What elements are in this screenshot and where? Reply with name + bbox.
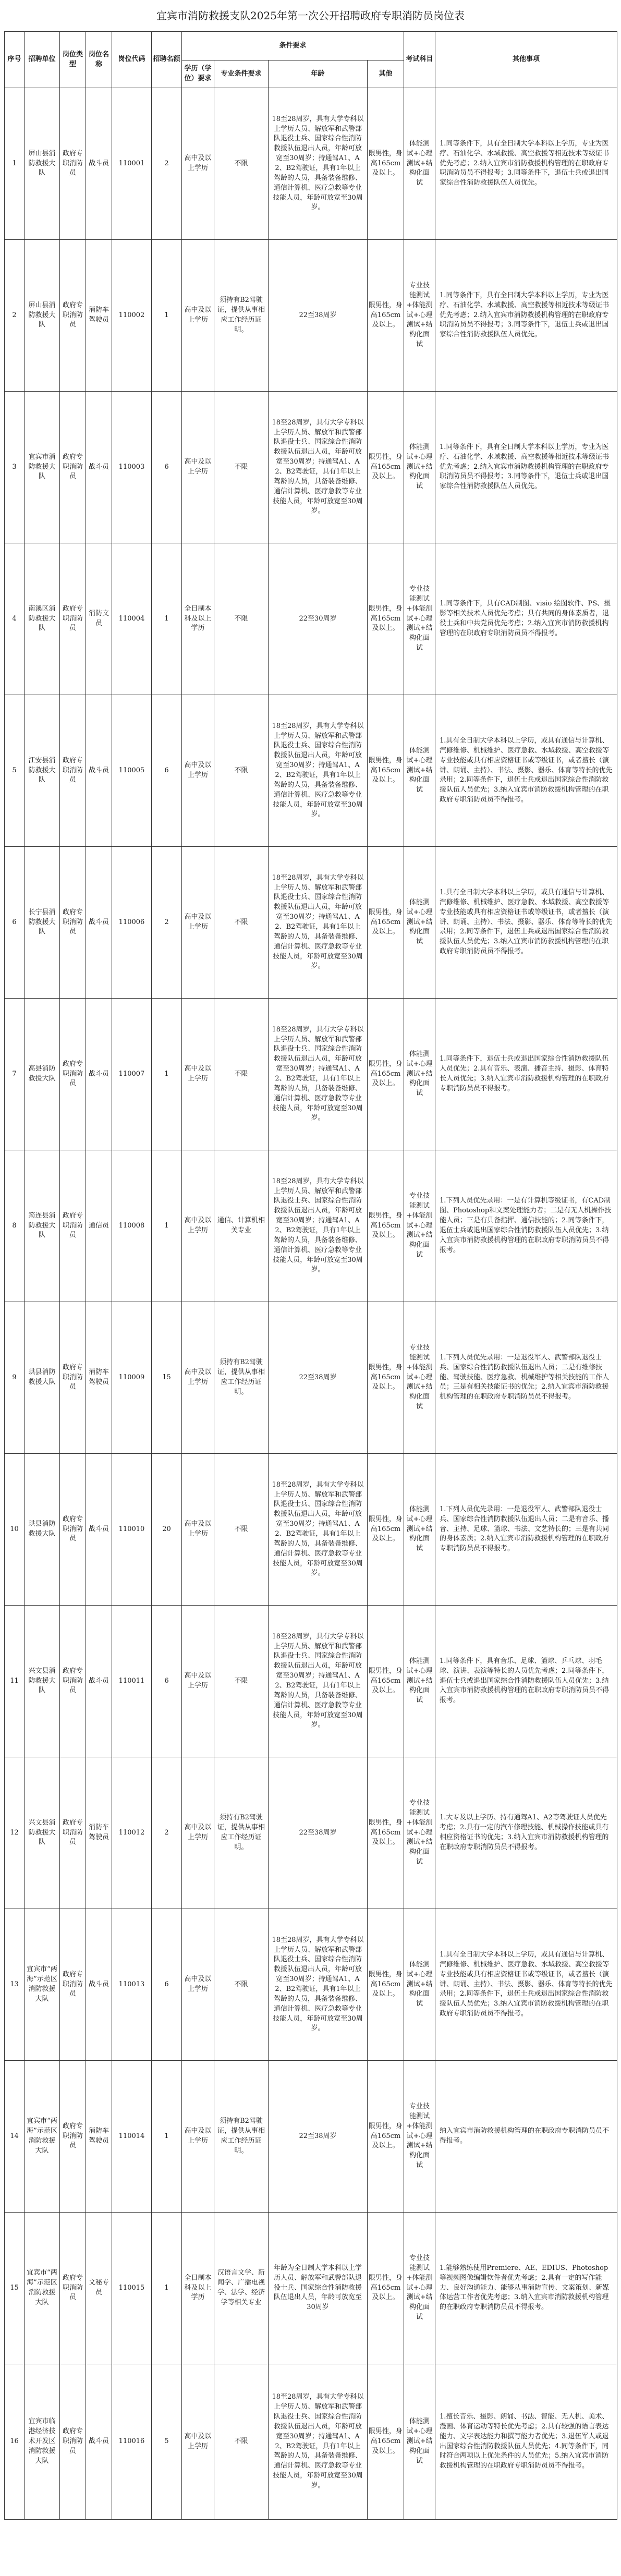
cell-quota: 5: [152, 2364, 182, 2520]
cell-other: 限男性，身高165cm及以上。: [368, 2061, 404, 2213]
cell-post-type: 政府专职消防员: [60, 2061, 86, 2213]
table-row: [5, 1302, 617, 1454]
cell-age: 18至28周岁，具有大学专科以上学历人员、解放军和武警部队退役士兵、国家综合性消防救援队伍退出人员，年龄可放宽至30周岁；持通驾A1、A2、B2驾驶证，具有1年以上驾龄的人员，具备装备维修、通信计算机、医疗急救等专业技能人员，年龄可放宽至30周岁。: [269, 695, 368, 847]
cell-age: 18至28周岁，具有大学专科以上学历人员、解放军和武警部队退役士兵、国家综合性消防救援队伍退出人员，年龄可放宽至30周岁；持通驾A1、A2、B2驾驶证，具有1年以上驾龄的人员，具备装备维修、通信计算机、医疗急救等专业技能人员，年龄可放宽至30周岁。: [269, 1606, 368, 1757]
header-exam: 考试科目: [404, 32, 435, 88]
table-row: [5, 88, 617, 240]
cell-post-name: 战斗员: [86, 2364, 112, 2520]
cell-post-type: 政府专职消防员: [60, 695, 86, 847]
cell-code: 110006: [112, 847, 152, 999]
cell-other: 限男性，身高165cm及以上。: [368, 392, 404, 543]
cell-notes: 1.下列人员优先录用：一是有计算机等级证书，有CAD制图、Photoshop和文案处理能力者；二是有无人机操作技能人员；三是有具备指挥、通信技能的；2.同等条件下，退伍士兵或退出国家综合性消防救援队伍人员优先；3.纳入宜宾市消防救援机构管理的在职政府专职消防员员不得报考。: [435, 1150, 617, 1302]
cell-post-name: 消防文员: [86, 543, 112, 695]
cell-education: 高中及以上学历: [182, 392, 214, 543]
cell-post-type: 政府专职消防员: [60, 1150, 86, 1302]
cell-major: 汉语言文学、新闻学、广播电视学、法学、经济学等相关专业: [214, 2213, 269, 2364]
cell-seq: 2: [5, 240, 25, 392]
cell-post-type: 政府专职消防员: [60, 1606, 86, 1757]
cell-age: 18至28周岁，具有大学专科以上学历人员、解放军和武警部队退役士兵、国家综合性消防救援队伍退出人员，年龄可放宽至30周岁；持通驾A1、A2、B2驾驶证，具有1年以上驾龄的人员，具备装备维修、通信计算机、医疗急救等专业技能人员，年龄可放宽至30周岁。: [269, 1150, 368, 1302]
cell-notes: 1.同等条件下，具有全日制大学本科以上学历，专业为医疗、石油化学、水域救援、高空救援等相近技术等级证书优先考虑；2.纳入宜宾市消防救援机构管理的在职政府专职消防员员不得报考；3.同等条件下，退伍士兵或退出国家综合性消防救援队伍人员优先。: [435, 240, 617, 392]
cell-post-type: 政府专职消防员: [60, 1454, 86, 1606]
cell-code: 110003: [112, 392, 152, 543]
cell-age: 22至38周岁: [269, 240, 368, 392]
cell-age: 18至28周岁，具有大学专科以上学历人员、解放军和武警部队退役士兵、国家综合性消防救援队伍退出人员，年龄可放宽至30周岁；持通驾A1、A2、B2驾驶证，具有1年以上驾龄的人员，具备装备维修、通信计算机、医疗急救等专业技能人员，年龄可放宽至30周岁。: [269, 88, 368, 240]
cell-notes: 1.下列人员优先录用：一是退役军人、武警部队退役士兵、国家综合性消防救援队伍退出人员；二是有音乐、播音、主持、足球、篮球、书法、文艺特长的；三是有共同的身体素质；2.纳入宜宾市消防救援机构管理的在职政府专职消防员员不得报考。: [435, 1454, 617, 1606]
cell-unit: 兴文县消防救援大队: [25, 1606, 60, 1757]
cell-quota: 1: [152, 543, 182, 695]
cell-post-name: 战斗员: [86, 392, 112, 543]
cell-age: 22至38周岁: [269, 1757, 368, 1909]
header-post-name: 岗位名称: [86, 32, 112, 88]
cell-code: 110016: [112, 2364, 152, 2520]
cell-post-name: 消防车驾驶员: [86, 240, 112, 392]
cell-unit: 宜宾市“两海”示范区消防救援大队: [25, 1909, 60, 2061]
cell-post-name: 战斗员: [86, 1909, 112, 2061]
job-table: [4, 31, 617, 2520]
cell-exam: 体能测试+心理测试+结构化面试: [404, 999, 435, 1150]
cell-unit: 筠连县消防救援大队: [25, 1150, 60, 1302]
table-row: [5, 1454, 617, 1606]
cell-unit: 屏山县消防救援大队: [25, 240, 60, 392]
cell-quota: 2: [152, 1757, 182, 1909]
table-row: [5, 392, 617, 543]
header-post-code: 岗位代码: [112, 32, 152, 88]
cell-post-name: 战斗员: [86, 88, 112, 240]
table-row: [5, 1909, 617, 2061]
cell-education: 高中及以上学历: [182, 1302, 214, 1454]
cell-age: 18至28周岁，具有大学专科以上学历人员、解放军和武警部队退役士兵、国家综合性消防救援队伍退出人员，年龄可放宽至30周岁；持通驾A1、A2、B2驾驶证，具有1年以上驾龄的人员，具备装备维修、通信计算机、医疗急救等专业技能人员，年龄可放宽至30周岁。: [269, 1909, 368, 2061]
cell-unit: 珙县消防救援大队: [25, 1454, 60, 1606]
cell-education: 高中及以上学历: [182, 1757, 214, 1909]
cell-quota: 1: [152, 240, 182, 392]
cell-post-name: 通信员: [86, 1150, 112, 1302]
cell-exam: 体能测试+心理测试+结构化面试: [404, 2364, 435, 2520]
cell-quota: 15: [152, 1302, 182, 1454]
cell-post-name: 战斗员: [86, 1454, 112, 1606]
cell-unit: 长宁县消防救援大队: [25, 847, 60, 999]
cell-unit: 江安县消防救援大队: [25, 695, 60, 847]
header-major: 专业条件要求: [214, 60, 269, 88]
cell-notes: 1.大专及以上学历、持有通驾A1、A2等驾驶证人员优先考虑；2.具有一定的汽车修理技能、机械操作技能或具有相应资格证书的优先；3.纳入宜宾市消防救援机构管理的在职政府专职消防员员不得报考。: [435, 1757, 617, 1909]
cell-seq: 3: [5, 392, 25, 543]
cell-notes: 1.具有全日制大学本科以上学历，或具有通信与计算机、汽修维修、机械维护、医疗急救、水域救援、高空救援等专业技能或具有相应资格证书或等级证书，或者擅长（演讲、朗诵、主持）、书法、摄影、器乐、体育等特长的优先录用；2.同等条件下，退伍士兵或退出国家综合性消防救援队伍人员优先；3.纳入宜宾市消防救援机构管理的在职政府专职消防员员不得报考。: [435, 695, 617, 847]
cell-major: 不限: [214, 1606, 269, 1757]
cell-age: 22至30周岁: [269, 543, 368, 695]
cell-seq: 4: [5, 543, 25, 695]
cell-seq: 13: [5, 1909, 25, 2061]
table-row: [5, 847, 617, 999]
cell-seq: 15: [5, 2213, 25, 2364]
cell-other: 限男性，身高165cm及以上。: [368, 1150, 404, 1302]
cell-code: 110001: [112, 88, 152, 240]
cell-education: 高中及以上学历: [182, 999, 214, 1150]
cell-other: 限男性，身高165cm及以上。: [368, 695, 404, 847]
table-body: [5, 88, 617, 2520]
cell-other: 限男性，身高165cm及以上。: [368, 1909, 404, 2061]
cell-notes: 1.同等条件下，具有CAD制图、visio 绘图软件、PS、摄影等相关技术人员优先考虑；具有共同的身体素质者，退役士兵和中共党员优先考虑；2.纳入宜宾市消防救援机构管理的在职政府专职消防员员不得报考。: [435, 543, 617, 695]
header-education: 学历（学位）要求: [182, 60, 214, 88]
cell-major: 不限: [214, 392, 269, 543]
table-row: [5, 1150, 617, 1302]
cell-seq: 11: [5, 1606, 25, 1757]
table-row: [5, 240, 617, 392]
table-row: [5, 695, 617, 847]
cell-other: 限男性，身高165cm及以上。: [368, 999, 404, 1150]
cell-code: 110015: [112, 2213, 152, 2364]
cell-notes: 1.同等条件下，退伍士兵或退出国家综合性消防救援队伍人员优先；2.具有音乐、表演、播音主持、摄影、体育特长人员优先；3.纳入宜宾市消防救援机构管理的在职政府专职消防员员不得报考。: [435, 999, 617, 1150]
cell-post-type: 政府专职消防员: [60, 1909, 86, 2061]
cell-code: 110002: [112, 240, 152, 392]
cell-quota: 1: [152, 2213, 182, 2364]
cell-education: 高中及以上学历: [182, 1454, 214, 1606]
cell-quota: 2: [152, 847, 182, 999]
cell-age: 18至28周岁，具有大学专科以上学历人员、解放军和武警部队退役士兵、国家综合性消防救援队伍退出人员，年龄可放宽至30周岁；持通驾A1、A2、B2驾驶证，具有1年以上驾龄的人员，具备装备维修、通信计算机、医疗急救等专业技能人员，年龄可放宽至30周岁。: [269, 392, 368, 543]
cell-other: 限男性，身高165cm及以上。: [368, 2364, 404, 2520]
cell-quota: 6: [152, 1606, 182, 1757]
cell-exam: 体能测试+心理测试+结构化面试: [404, 1606, 435, 1757]
cell-exam: 体能测试+心理测试+结构化面试: [404, 88, 435, 240]
cell-notes: 1.擅长音乐、摄影、朗诵、书法、智能、无人机、美术、漫画、体育运动等特长优先考虑；2.具有较强的语言表达能力、文字表达能力和撰写能力者优先；3.退伍军人或退出国家综合性消防救援队伍人员优先；4.同等条件下，同时符合两项以上优先条件的人员优先；5.纳入宜宾市消防救援机构管理的在职政府专职消防员员不得报考。: [435, 2364, 617, 2520]
cell-unit: 屏山县消防救援大队: [25, 88, 60, 240]
cell-code: 110009: [112, 1302, 152, 1454]
cell-notes: 1.同等条件下，具有全日制大学本科以上学历，专业为医疗、石油化学、水域救援、高空救援等相近技术等级证书优先考虑；2.纳入宜宾市消防救援机构管理的在职政府专职消防员员不得报考；3.同等条件下，退伍士兵或退出国家综合性消防救援队伍人员优先。: [435, 392, 617, 543]
cell-post-name: 消防车驾驶员: [86, 2061, 112, 2213]
cell-seq: 10: [5, 1454, 25, 1606]
cell-seq: 16: [5, 2364, 25, 2520]
cell-post-name: 战斗员: [86, 847, 112, 999]
cell-age: 18至28周岁，具有大学专科以上学历人员、解放军和武警部队退役士兵、国家综合性消防救援队伍退出人员，年龄可放宽至30周岁；持通驾A1、A2、B2驾驶证，具有1年以上驾龄的人员，具备装备维修、通信计算机、医疗急救等专业技能人员，年龄可放宽至30周岁。: [269, 999, 368, 1150]
cell-other: 限男性，身高165cm及以上。: [368, 1454, 404, 1606]
cell-major: 须持有B2驾驶证，提供从事相应工作经历证明。: [214, 1757, 269, 1909]
cell-seq: 8: [5, 1150, 25, 1302]
cell-notes: 1.能够熟练使用Premiere、AE、EDIUS、Photoshop等视频图像编辑软件者优先考虑；2.具有一定的写作能力、良好沟通能力、能够从事消防宣传、文案策划、新媒体运营工作者优先考虑；3.纳入宜宾市消防救援机构管理的在职政府专职消防员员不得报考。: [435, 2213, 617, 2364]
cell-major: 不限: [214, 999, 269, 1150]
cell-education: 高中及以上学历: [182, 2061, 214, 2213]
cell-post-type: 政府专职消防员: [60, 2364, 86, 2520]
cell-notes: 1.下列人员优先录用：一是退役军人、武警部队退役士兵、国家综合性消防救援队伍退出人员；二是有维修技能、驾驶技能、医疗急救、机械维护等相关技能的工作人员；三是有相关技能证书的优先；2.纳入宜宾市消防救援机构管理的在职政府专职消防员员不得报考。: [435, 1302, 617, 1454]
cell-other: 限男性，身高165cm及以上。: [368, 88, 404, 240]
cell-exam: 专业技能测试+体能测试+心理测试+结构化面试: [404, 1302, 435, 1454]
header-other: 其他: [368, 60, 404, 88]
cell-post-name: 消防车驾驶员: [86, 1302, 112, 1454]
cell-other: 限男性，身高165cm及以上。: [368, 2213, 404, 2364]
cell-other: 限男性，身高165cm及以上。: [368, 1606, 404, 1757]
table-row: [5, 1606, 617, 1757]
cell-exam: 体能测试+心理测试+结构化面试: [404, 1909, 435, 2061]
cell-notes: 1.同等条件下，具有全日制大学本科以上学历，专业为医疗、石油化学、水域救援、高空救援等相近技术等级证书优先考虑；2.纳入宜宾市消防救援机构管理的在职政府专职消防员员不得报考；3.同等条件下，退伍士兵或退出国家综合性消防救援队伍人员优先。: [435, 88, 617, 240]
cell-major: 不限: [214, 847, 269, 999]
cell-other: 限男性，身高165cm及以上。: [368, 240, 404, 392]
cell-code: 110012: [112, 1757, 152, 1909]
cell-notes: 1.具有全日制大学本科以上学历，或具有通信与计算机、汽修维修、机械维护、医疗急救、水域救援、高空救援等专业技能或具有相应资格证书或等级证书，或者擅长（演讲、朗诵、主持）、书法、摄影、器乐、体育等特长的优先录用；2.同等条件下，退伍士兵或退出国家综合性消防救援队伍人员优先；3.纳入宜宾市消防救援机构管理的在职政府专职消防员员不得报考。: [435, 1909, 617, 2061]
page-title: 宜宾市消防救援支队2025年第一次公开招聘政府专职消防员岗位表: [156, 9, 465, 22]
cell-seq: 7: [5, 999, 25, 1150]
cell-post-name: 战斗员: [86, 695, 112, 847]
cell-notes: 1.具有全日制大学本科以上学历，或具有通信与计算机、汽修维修、机械维护、医疗急救、水域救援、高空救援等专业技能或具有相应资格证书或等级证书，或者擅长（演讲、朗诵、主持）、书法、摄影、器乐、体育等特长的优先录用；2.同等条件下，退伍士兵或退出国家综合性消防救援队伍人员优先；3.纳入宜宾市消防救援机构管理的在职政府专职消防员员不得报考。: [435, 847, 617, 999]
cell-education: 全日制本科及以上学历: [182, 543, 214, 695]
cell-post-name: 文秘专员: [86, 2213, 112, 2364]
header-notes: 其他事项: [435, 32, 617, 88]
cell-post-type: 政府专职消防员: [60, 999, 86, 1150]
cell-notes: 1.同等条件下，具有音乐、足球、篮球、乒乓球、羽毛球、演讲、表演等特长的人员优先考虑；2.同等条件下，退伍士兵或退出国家综合性消防救援队伍人员优先；3.纳入宜宾市消防救援机构管理的在职政府专职消防员员不得报考。: [435, 1606, 617, 1757]
cell-education: 高中及以上学历: [182, 2364, 214, 2520]
cell-quota: 6: [152, 1909, 182, 2061]
cell-code: 110005: [112, 695, 152, 847]
cell-education: 全日制本科及以上学历: [182, 2213, 214, 2364]
cell-major: 须持有B2驾驶证，提供从事相应工作经历证明。: [214, 2061, 269, 2213]
cell-code: 110011: [112, 1606, 152, 1757]
cell-quota: 1: [152, 1150, 182, 1302]
cell-quota: 2: [152, 88, 182, 240]
cell-code: 110004: [112, 543, 152, 695]
cell-code: 110007: [112, 999, 152, 1150]
cell-other: 限男性，身高165cm及以上。: [368, 543, 404, 695]
cell-post-type: 政府专职消防员: [60, 543, 86, 695]
cell-other: 限男性，身高165cm及以上。: [368, 1302, 404, 1454]
cell-other: 限男性，身高165cm及以上。: [368, 1757, 404, 1909]
table-row: [5, 2213, 617, 2364]
cell-education: 高中及以上学历: [182, 88, 214, 240]
header-quota: 招聘名额: [152, 32, 182, 88]
cell-seq: 6: [5, 847, 25, 999]
cell-code: 110010: [112, 1454, 152, 1606]
cell-age: 22至38周岁: [269, 2061, 368, 2213]
cell-code: 110013: [112, 1909, 152, 2061]
cell-post-type: 政府专职消防员: [60, 240, 86, 392]
cell-education: 高中及以上学历: [182, 847, 214, 999]
cell-quota: 1: [152, 2061, 182, 2213]
cell-quota: 20: [152, 1454, 182, 1606]
cell-seq: 5: [5, 695, 25, 847]
cell-seq: 12: [5, 1757, 25, 1909]
header-post-type: 岗位类型: [60, 32, 86, 88]
cell-major: 不限: [214, 88, 269, 240]
cell-education: 高中及以上学历: [182, 1606, 214, 1757]
cell-post-type: 政府专职消防员: [60, 847, 86, 999]
cell-unit: 宜宾市“两海”示范区消防救援大队: [25, 2213, 60, 2364]
cell-major: 须持有B2驾驶证，提供从事相应工作经历证明。: [214, 1302, 269, 1454]
cell-exam: 体能测试+心理测试+结构化面试: [404, 1454, 435, 1606]
cell-age: 18至28周岁，具有大学专科以上学历人员、解放军和武警部队退役士兵、国家综合性消防救援队伍退出人员，年龄可放宽至30周岁；持通驾A1、A2、B2驾驶证，具有1年以上驾龄的人员，具备装备维修、通信计算机、医疗急救等专业技能人员，年龄可放宽至30周岁。: [269, 2364, 368, 2520]
cell-major: 通信、计算机相关专业: [214, 1150, 269, 1302]
table-row: [5, 543, 617, 695]
cell-unit: 高县消防救援大队: [25, 999, 60, 1150]
header-age: 年龄: [269, 60, 368, 88]
cell-quota: 6: [152, 392, 182, 543]
cell-major: 须持有B2驾驶证，提供从事相应工作经历证明。: [214, 240, 269, 392]
cell-education: 高中及以上学历: [182, 1909, 214, 2061]
cell-education: 高中及以上学历: [182, 695, 214, 847]
cell-unit: 宜宾市消防救援大队: [25, 392, 60, 543]
cell-exam: 专业技能测试+体能测试+心理测试+结构化面试: [404, 543, 435, 695]
header-unit: 招聘单位: [25, 32, 60, 88]
cell-post-type: 政府专职消防员: [60, 88, 86, 240]
cell-major: 不限: [214, 1454, 269, 1606]
header-conditions: 条件要求: [182, 32, 404, 60]
cell-exam: 专业技能测试+体能测试+心理测试+结构化面试: [404, 2213, 435, 2364]
cell-post-type: 政府专职消防员: [60, 1302, 86, 1454]
cell-post-type: 政府专职消防员: [60, 392, 86, 543]
cell-exam: 体能测试+心理测试+结构化面试: [404, 847, 435, 999]
cell-code: 110014: [112, 2061, 152, 2213]
header-seq: 序号: [5, 32, 25, 88]
cell-seq: 14: [5, 2061, 25, 2213]
cell-quota: 6: [152, 695, 182, 847]
cell-exam: 专业技能测试+体能测试+心理测试+结构化面试: [404, 240, 435, 392]
cell-major: 不限: [214, 543, 269, 695]
cell-age: 22至38周岁: [269, 1302, 368, 1454]
cell-seq: 1: [5, 88, 25, 240]
cell-exam: 专业技能测试+体能测试+心理测试+结构化面试: [404, 1757, 435, 1909]
cell-code: 110008: [112, 1150, 152, 1302]
table-row: [5, 2364, 617, 2520]
cell-education: 高中及以上学历: [182, 1150, 214, 1302]
cell-post-name: 战斗员: [86, 1606, 112, 1757]
cell-major: 不限: [214, 695, 269, 847]
cell-major: 不限: [214, 1909, 269, 2061]
cell-major: 不限: [214, 2364, 269, 2520]
cell-exam: 体能测试+心理测试+结构化面试: [404, 695, 435, 847]
cell-exam: 专业技能测试+体能测试+心理测试+结构化面试: [404, 1150, 435, 1302]
cell-unit: 兴文县消防救援大队: [25, 1757, 60, 1909]
cell-age: 年龄为全日制大学本科以上学历人员、解放军和武警部队退役士兵、国家综合性消防救援队伍退出人员，年龄可放宽至30周岁: [269, 2213, 368, 2364]
cell-exam: 体能测试+心理测试+结构化面试: [404, 392, 435, 543]
cell-unit: 宜宾市临港经济技术开发区消防救援大队: [25, 2364, 60, 2520]
cell-education: 高中及以上学历: [182, 240, 214, 392]
cell-quota: 1: [152, 999, 182, 1150]
cell-post-name: 战斗员: [86, 999, 112, 1150]
table-row: [5, 2061, 617, 2213]
cell-post-type: 政府专职消防员: [60, 2213, 86, 2364]
cell-unit: 宜宾市“两海”示范区消防救援大队: [25, 2061, 60, 2213]
cell-exam: 专业技能测试+体能测试+心理测试+结构化面试: [404, 2061, 435, 2213]
table-row: [5, 999, 617, 1150]
cell-unit: 珙县消防救援大队: [25, 1302, 60, 1454]
cell-other: 限男性，身高165cm及以上。: [368, 847, 404, 999]
cell-unit: 南溪区消防救援大队: [25, 543, 60, 695]
cell-age: 18至28周岁，具有大学专科以上学历人员、解放军和武警部队退役士兵、国家综合性消防救援队伍退出人员，年龄可放宽至30周岁；持通驾A1、A2、B2驾驶证，具有1年以上驾龄的人员，具备装备维修、通信计算机、医疗急救等专业技能人员，年龄可放宽至30周岁。: [269, 847, 368, 999]
cell-age: 18至28周岁，具有大学专科以上学历人员、解放军和武警部队退役士兵、国家综合性消防救援队伍退出人员，年龄可放宽至30周岁；持通驾A1、A2、B2驾驶证，具有1年以上驾龄的人员，具备装备维修、通信计算机、医疗急救等专业技能人员，年龄可放宽至30周岁。: [269, 1454, 368, 1606]
cell-post-type: 政府专职消防员: [60, 1757, 86, 1909]
cell-notes: 纳入宜宾市消防救援机构管理的在职政府专职消防员员不得报考。: [435, 2061, 617, 2213]
table-row: [5, 1757, 617, 1909]
cell-post-name: 消防车驾驶员: [86, 1757, 112, 1909]
cell-seq: 9: [5, 1302, 25, 1454]
